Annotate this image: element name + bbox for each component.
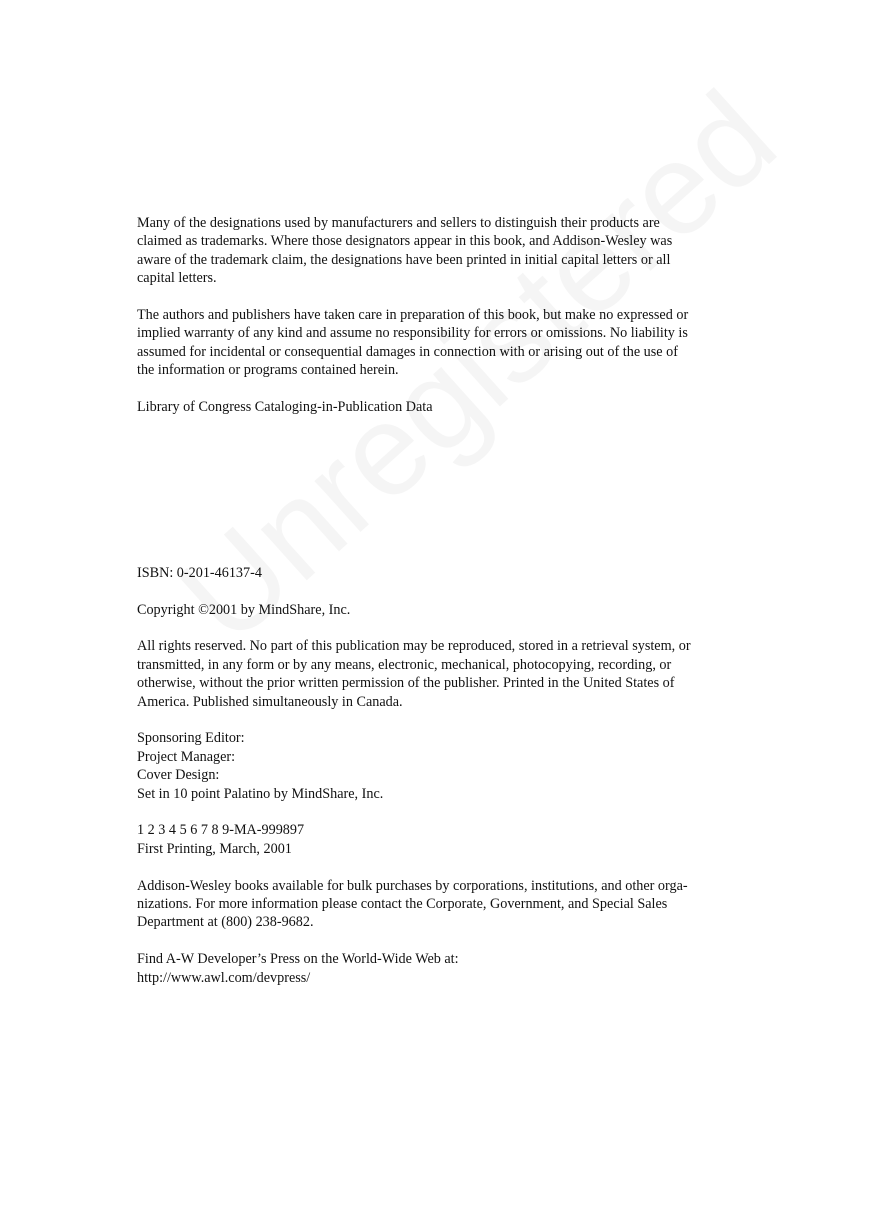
- isbn: [137, 564, 737, 582]
- text-line: Library of Congress Cataloging-in-Publication Data: [137, 399, 433, 416]
- cip-heading: [137, 398, 737, 416]
- bulk-purchase-notice: [137, 877, 737, 932]
- sponsoring-editor: Sponsoring Editor:: [137, 730, 245, 747]
- text-line: claimed as trademarks. Where those designators appear in this book, and Addison-Wesley was: [137, 233, 673, 250]
- text-line: implied warranty of any kind and assume no responsibility for errors or omissions. No liability is: [137, 325, 688, 342]
- text-line: America. Published simultaneously in Canada.: [137, 693, 403, 710]
- text-line: assumed for incidental or consequential damages in connection with or arising out of the use of: [137, 343, 678, 360]
- credits: [137, 729, 737, 803]
- text-line: transmitted, in any form or by any means, electronic, mechanical, photocopying, recording, or: [137, 656, 672, 673]
- typesetting-note: Set in 10 point Palatino by MindShare, Inc.: [137, 785, 384, 802]
- web-url: http://www.awl.com/devpress/: [137, 969, 311, 986]
- first-printing-date: First Printing, March, 2001: [137, 840, 292, 857]
- text-line: Find A-W Developer’s Press on the World-Wide Web at:: [137, 951, 459, 968]
- text-line: Department at (800) 238-9682.: [137, 914, 314, 931]
- cip-data-blank: [137, 435, 737, 564]
- page-content: [137, 214, 737, 1005]
- printing-info: [137, 821, 737, 858]
- rights-notice: [137, 637, 737, 711]
- text-line: the information or programs contained herein.: [137, 362, 399, 379]
- project-manager: Project Manager:: [137, 748, 236, 765]
- text-line: Addison-Wesley books available for bulk purchases by corporations, institutions, and other orga-: [137, 877, 688, 894]
- cover-design: Cover Design:: [137, 767, 220, 784]
- text-line: Many of the designations used by manufacturers and sellers to distinguish their products are: [137, 215, 660, 231]
- printing-number-line: 1 2 3 4 5 6 7 8 9-MA-999897: [137, 822, 305, 839]
- warranty-notice: [137, 306, 737, 380]
- trademark-notice: [137, 214, 737, 288]
- text-line: The authors and publishers have taken care in preparation of this book, but make no expressed or: [137, 307, 689, 324]
- text-line: capital letters.: [137, 270, 217, 287]
- text-line: ISBN: 0-201-46137-4: [137, 564, 262, 581]
- text-line: aware of the trademark claim, the designations have been printed in initial capital letters or all: [137, 251, 671, 268]
- text-line: All rights reserved. No part of this publication may be reproduced, stored in a retrieval system, or: [137, 638, 691, 655]
- text-line: Copyright ©2001 by MindShare, Inc.: [137, 601, 351, 618]
- text-line: otherwise, without the prior written permission of the publisher. Printed in the United States of: [137, 675, 675, 692]
- web-notice: [137, 950, 737, 987]
- copyright-line: [137, 601, 737, 619]
- text-line: nizations. For more information please contact the Corporate, Government, and Special Sales: [137, 896, 668, 913]
